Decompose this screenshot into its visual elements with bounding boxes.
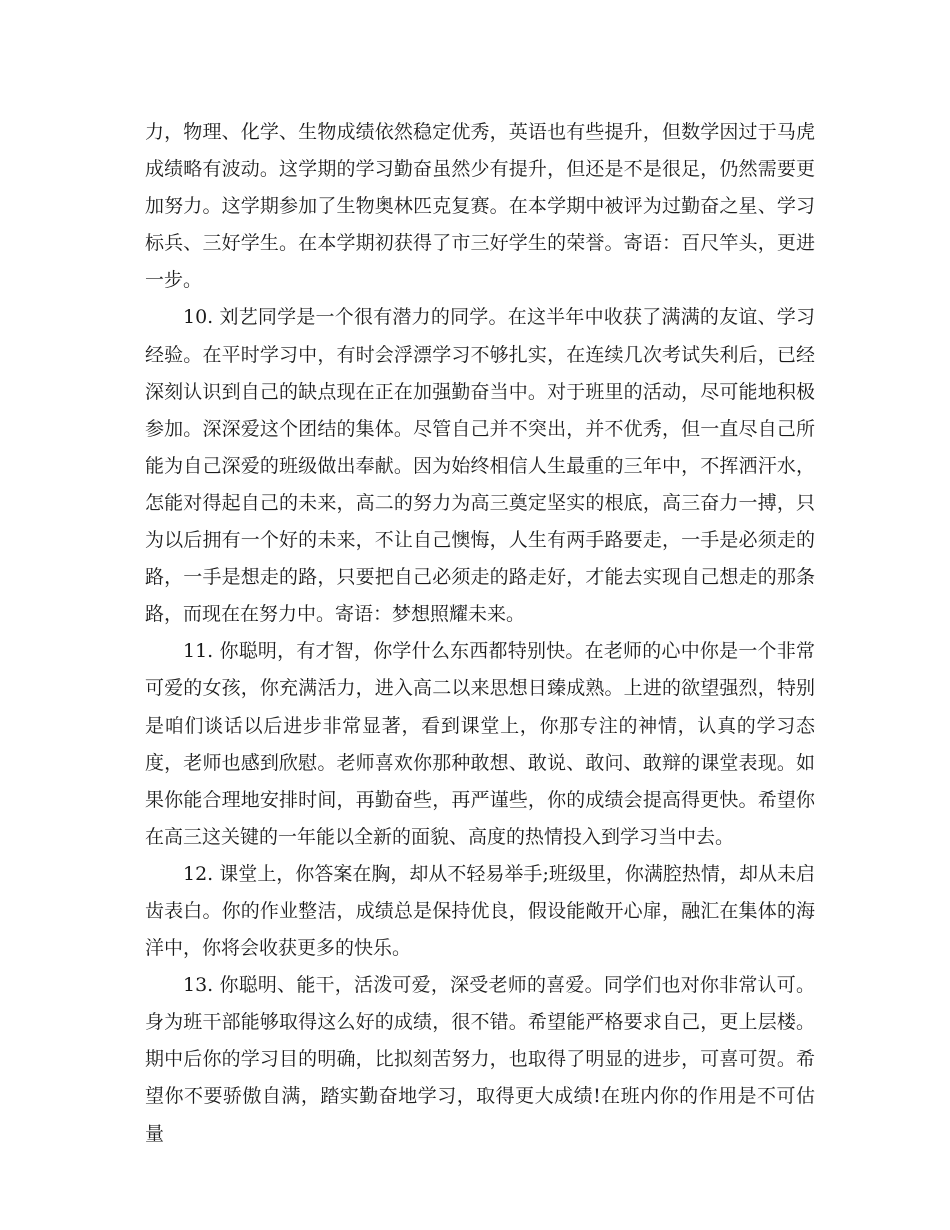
document-page	[145, 114, 815, 1153]
paragraph-item-13: 13. 你聪明、能干，活泼可爱，深受老师的喜爱。同学们也对你非常认可。身为班干部能够取得这么好的成绩，很不错。希望能严格要求自己，更上层楼。期中后你的学习目的明确，比拟刻苦努力，也取得了明显的进步，可喜可贺。希望你不要骄傲自满，踏实勤奋地学习，取得更大成绩!在班内你的作用是不可估量	[145, 974, 815, 1145]
paragraph-item-10: 10. 刘艺同学是一个很有潜力的同学。在这半年中收获了满满的友谊、学习经验。在平时学习中，有时会浮漂学习不够扎实，在连续几次考试失利后，已经深刻认识到自己的缺点现在正在加强勤奋当中。对于班里的活动，尽可能地积极参加。深深爱这个团结的集体。尽管自己并不突出，并不优秀，但一直尽自己所能为自己深爱的班级做出奉献。因为始终相信人生最重的三年中，不挥洒汗水，怎能对得起自己的未来，高二的努力为高三奠定坚实的根底，高三奋力一搏，只为以后拥有一个好的未来，不让自己懊悔，人生有两手路要走，一手是必须走的路，一手是想走的路，只要把自己必须走的路走好，才能去实现自己想走的那条路，而现在在努力中。寄语：梦想照耀未来。	[145, 306, 815, 626]
paragraph-item-11: 11. 你聪明，有才智，你学什么东西都特别快。在老师的心中你是一个非常可爱的女孩，你充满活力，进入高二以来思想日臻成熟。上进的欲望强烈，特别是咱们谈话以后进步非常显著，看到课堂上，你那专注的神情，认真的学习态度，老师也感到欣慰。老师喜欢你那种敢想、敢说、敢问、敢辩的课堂表现。如果你能合理地安排时间，再勤奋些，再严谨些，你的成绩会提高得更快。希望你在高三这关键的一年能以全新的面貌、高度的热情投入到学习当中去。	[145, 640, 815, 848]
paragraph-continuation: 力，物理、化学、生物成绩依然稳定优秀，英语也有些提升，但数学因过于马虎成绩略有波动。这学期的学习勤奋虽然少有提升，但还是不是很足，仍然需要更加努力。这学期参加了生物奥林匹克复赛。在本学期中被评为过勤奋之星、学习标兵、三好学生。在本学期初获得了市三好学生的荣誉。寄语：百尺竿头，更进一步。	[145, 121, 815, 292]
paragraph-item-12: 12. 课堂上，你答案在胸，却从不轻易举手;班级里，你满腔热情，却从未启齿表白。你的作业整洁，成绩总是保持优良，假设能敞开心扉，融汇在集体的海洋中，你将会收获更多的快乐。	[145, 862, 815, 960]
